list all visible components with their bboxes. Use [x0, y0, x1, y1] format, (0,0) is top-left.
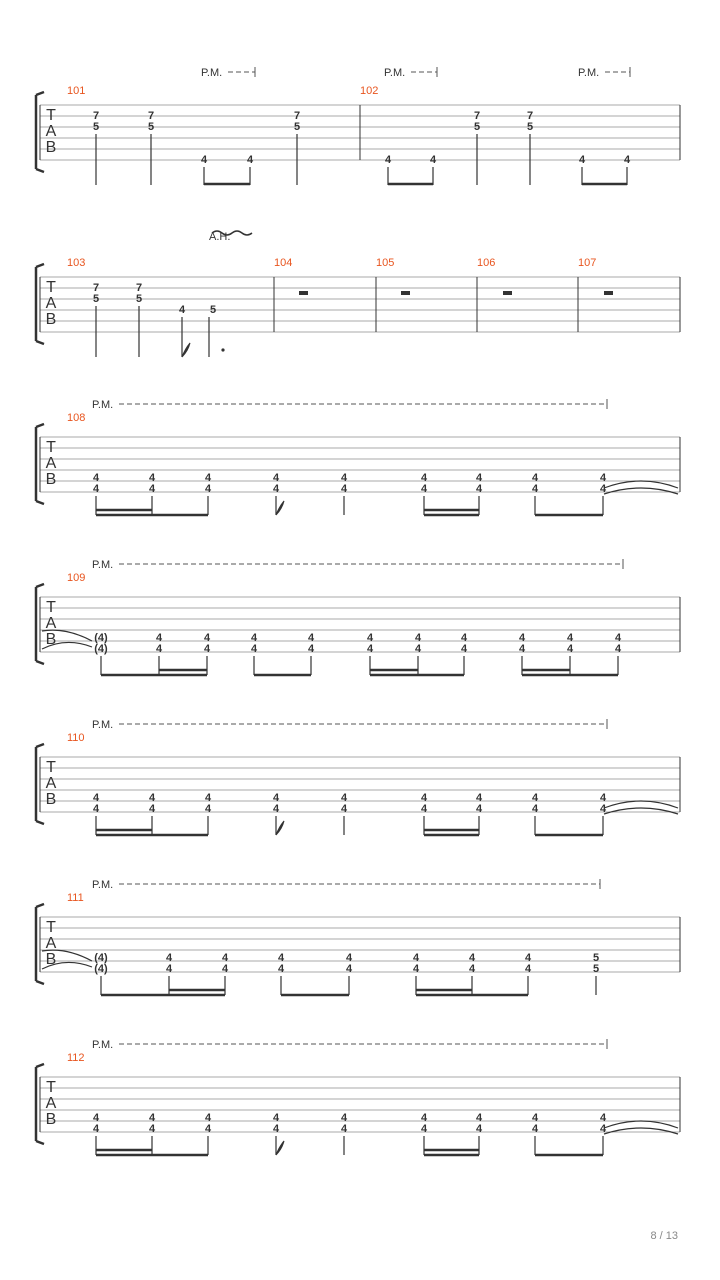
fret-number: 5 — [592, 952, 600, 964]
fret-number: (4) — [94, 952, 108, 964]
clef-b: B — [45, 311, 57, 328]
fret-number: 4 — [366, 632, 374, 644]
fret-number: 4 — [531, 792, 539, 804]
fret-number: 4 — [307, 632, 315, 644]
beam — [101, 994, 225, 997]
fret-number: 4 — [518, 643, 526, 655]
fret-number: 4 — [420, 483, 428, 495]
fret-number: 4 — [412, 952, 420, 964]
beam — [416, 994, 528, 997]
beam — [535, 1154, 603, 1157]
fret-number: 4 — [272, 483, 280, 495]
tie-arc — [604, 488, 678, 494]
beam — [96, 1149, 152, 1152]
beam — [101, 674, 207, 677]
fret-number: 4 — [420, 1123, 428, 1135]
fret-number: 4 — [366, 643, 374, 655]
beam — [424, 1149, 479, 1152]
measure-number: 108 — [67, 412, 86, 424]
palm-mute-label: P.M. — [92, 1039, 114, 1051]
beam — [159, 669, 207, 672]
fret-number: 4 — [475, 1123, 483, 1135]
fret-number: 4 — [155, 632, 163, 644]
fret-number: 4 — [203, 643, 211, 655]
beam — [254, 674, 311, 677]
fret-number: 4 — [272, 472, 280, 484]
fret-number: 7 — [526, 110, 534, 122]
fret-number: 4 — [165, 963, 173, 975]
system-2 — [36, 231, 680, 357]
system-7 — [36, 1039, 680, 1156]
fret-number: 4 — [475, 483, 483, 495]
fret-number: 4 — [204, 792, 212, 804]
clef-b: B — [45, 1111, 57, 1128]
fret-number: 4 — [340, 1112, 348, 1124]
system-4 — [36, 559, 680, 676]
beam — [388, 183, 433, 186]
fret-number: (4) — [94, 643, 108, 655]
fret-number: 4 — [204, 803, 212, 815]
beam — [424, 514, 479, 517]
whole-rest — [401, 291, 410, 295]
fret-number: 4 — [414, 643, 422, 655]
fret-number: 4 — [524, 952, 532, 964]
fret-number: 4 — [414, 632, 422, 644]
note-flag — [276, 501, 284, 515]
fret-number: 7 — [92, 282, 100, 294]
palm-mute-label: P.M. — [201, 67, 223, 79]
system-1 — [36, 67, 680, 185]
clef-b: B — [45, 791, 57, 808]
whole-rest — [503, 291, 512, 295]
harmonic-label: A.H. — [209, 231, 231, 243]
tie-arc — [604, 1121, 678, 1128]
fret-number: 4 — [412, 963, 420, 975]
fret-number: 4 — [340, 803, 348, 815]
fret-number: 4 — [155, 643, 163, 655]
clef-t: T — [46, 759, 56, 776]
beam — [522, 674, 618, 677]
palm-mute-label: P.M. — [92, 879, 114, 891]
fret-number: 4 — [307, 643, 315, 655]
fret-number: 5 — [92, 293, 100, 305]
fret-number: 4 — [148, 792, 156, 804]
clef-b: B — [45, 471, 57, 488]
fret-number: 4 — [272, 803, 280, 815]
fret-number: 4 — [277, 952, 285, 964]
beam — [370, 669, 418, 672]
fret-number: 4 — [345, 952, 353, 964]
fret-number: 4 — [475, 792, 483, 804]
whole-rest — [604, 291, 613, 295]
clef-a: A — [45, 615, 57, 632]
fret-number: 5 — [293, 121, 301, 133]
system-5 — [36, 719, 680, 836]
tie-arc — [604, 481, 678, 488]
fret-number: 4 — [148, 803, 156, 815]
fret-number: 5 — [592, 963, 600, 975]
fret-number: 7 — [473, 110, 481, 122]
fret-number: 4 — [531, 472, 539, 484]
fret-number: 4 — [599, 803, 607, 815]
fret-number: 4 — [531, 1123, 539, 1135]
fret-number: 5 — [526, 121, 534, 133]
clef-t: T — [46, 599, 56, 616]
fret-number: (4) — [94, 632, 108, 644]
fret-number: (4) — [94, 963, 108, 975]
fret-number: 4 — [614, 643, 622, 655]
fret-number: 4 — [221, 963, 229, 975]
clef-b: B — [45, 139, 57, 156]
fret-number: 4 — [148, 1112, 156, 1124]
fret-number: 4 — [165, 952, 173, 964]
fret-number: 4 — [531, 1112, 539, 1124]
beam — [96, 1154, 208, 1157]
fret-number: 4 — [203, 632, 211, 644]
beam — [204, 183, 250, 186]
fret-number: 4 — [429, 154, 437, 166]
beam — [424, 1154, 479, 1157]
beam — [424, 509, 479, 512]
clef-t: T — [46, 107, 56, 124]
measure-number: 105 — [376, 257, 395, 269]
fret-number: 4 — [246, 154, 254, 166]
clef-b: B — [45, 951, 57, 968]
fret-number: 4 — [272, 1123, 280, 1135]
fret-number: 4 — [221, 952, 229, 964]
fret-number: 7 — [147, 110, 155, 122]
beam — [522, 669, 570, 672]
clef-a: A — [45, 455, 57, 472]
fret-number: 4 — [599, 1123, 607, 1135]
beam — [169, 989, 225, 992]
fret-number: 4 — [614, 632, 622, 644]
clef-b: B — [45, 631, 57, 648]
fret-number: 7 — [92, 110, 100, 122]
fret-number: 4 — [468, 952, 476, 964]
fret-number: 4 — [92, 792, 100, 804]
fret-number: 7 — [293, 110, 301, 122]
beam — [424, 829, 479, 832]
fret-number: 4 — [468, 963, 476, 975]
fret-number: 5 — [147, 121, 155, 133]
dot — [221, 348, 224, 351]
clef-a: A — [45, 935, 57, 952]
system-3 — [36, 399, 680, 516]
fret-number: 4 — [340, 483, 348, 495]
fret-number: 4 — [204, 1123, 212, 1135]
fret-number: 4 — [578, 154, 586, 166]
fret-number: 4 — [340, 472, 348, 484]
fret-number: 4 — [518, 632, 526, 644]
beam — [424, 834, 479, 837]
clef-t: T — [46, 1079, 56, 1096]
tie-arc — [604, 1128, 678, 1134]
fret-number: 7 — [135, 282, 143, 294]
fret-number: 5 — [135, 293, 143, 305]
fret-number: 4 — [92, 472, 100, 484]
fret-number: 4 — [475, 803, 483, 815]
measure-number: 103 — [67, 257, 86, 269]
fret-number: 4 — [340, 792, 348, 804]
palm-mute-label: P.M. — [92, 559, 114, 571]
fret-number: 4 — [599, 1112, 607, 1124]
measure-number: 106 — [477, 257, 496, 269]
fret-number: 4 — [204, 1112, 212, 1124]
beam — [96, 829, 152, 832]
fret-number: 4 — [92, 803, 100, 815]
measure-number: 110 — [67, 732, 85, 744]
clef-t: T — [46, 279, 56, 296]
beam — [535, 514, 603, 517]
beam — [370, 674, 464, 677]
note-flag — [276, 1141, 284, 1155]
tie-arc — [604, 801, 678, 808]
fret-number: 4 — [92, 483, 100, 495]
fret-number: 4 — [531, 483, 539, 495]
note-flag — [276, 821, 284, 835]
fret-number: 4 — [599, 792, 607, 804]
beam — [96, 509, 152, 512]
fret-number: 5 — [209, 304, 217, 316]
fret-number: 4 — [340, 1123, 348, 1135]
fret-number: 4 — [345, 963, 353, 975]
fret-number: 4 — [148, 483, 156, 495]
measure-number: 111 — [67, 892, 84, 904]
fret-number: 4 — [623, 154, 631, 166]
fret-number: 4 — [204, 472, 212, 484]
clef-a: A — [45, 1095, 57, 1112]
fret-number: 4 — [420, 803, 428, 815]
page-number: 8 / 13 — [650, 1230, 678, 1242]
beam — [535, 834, 603, 837]
fret-number: 4 — [475, 1112, 483, 1124]
beam — [281, 994, 349, 997]
fret-number: 4 — [250, 643, 258, 655]
measure-number: 104 — [274, 257, 293, 269]
fret-number: 4 — [599, 472, 607, 484]
measure-number: 109 — [67, 572, 86, 584]
fret-number: 4 — [599, 483, 607, 495]
fret-number: 4 — [92, 1112, 100, 1124]
beam — [96, 834, 208, 837]
fret-number: 4 — [420, 472, 428, 484]
clef-a: A — [45, 295, 57, 312]
fret-number: 4 — [92, 1123, 100, 1135]
fret-number: 4 — [204, 483, 212, 495]
whole-rest — [299, 291, 308, 295]
palm-mute-label: P.M. — [92, 719, 114, 731]
system-6 — [36, 879, 680, 996]
fret-number: 4 — [178, 304, 186, 316]
fret-number: 5 — [92, 121, 100, 133]
beam — [582, 183, 627, 186]
fret-number: 4 — [384, 154, 392, 166]
measure-number: 101 — [67, 85, 86, 97]
fret-number: 4 — [277, 963, 285, 975]
fret-number: 4 — [566, 632, 574, 644]
measure-number: 107 — [578, 257, 597, 269]
beam — [96, 514, 208, 517]
beam — [416, 989, 472, 992]
fret-number: 4 — [475, 472, 483, 484]
fret-number: 5 — [473, 121, 481, 133]
fret-number: 4 — [566, 643, 574, 655]
fret-number: 4 — [460, 643, 468, 655]
measure-number: 112 — [67, 1052, 85, 1064]
palm-mute-label: P.M. — [384, 67, 406, 79]
measure-number: 102 — [360, 85, 379, 97]
clef-a: A — [45, 775, 57, 792]
clef-t: T — [46, 439, 56, 456]
clef-a: A — [45, 123, 57, 140]
fret-number: 4 — [148, 472, 156, 484]
fret-number: 4 — [272, 1112, 280, 1124]
palm-mute-label: P.M. — [578, 67, 600, 79]
fret-number: 4 — [272, 792, 280, 804]
palm-mute-label: P.M. — [92, 399, 114, 411]
fret-number: 4 — [531, 803, 539, 815]
fret-number: 4 — [148, 1123, 156, 1135]
clef-t: T — [46, 919, 56, 936]
tie-arc — [604, 808, 678, 814]
fret-number: 4 — [250, 632, 258, 644]
fret-number: 4 — [420, 792, 428, 804]
fret-number: 4 — [460, 632, 468, 644]
fret-number: 4 — [524, 963, 532, 975]
fret-number: 4 — [420, 1112, 428, 1124]
fret-number: 4 — [200, 154, 208, 166]
note-flag — [182, 343, 190, 357]
